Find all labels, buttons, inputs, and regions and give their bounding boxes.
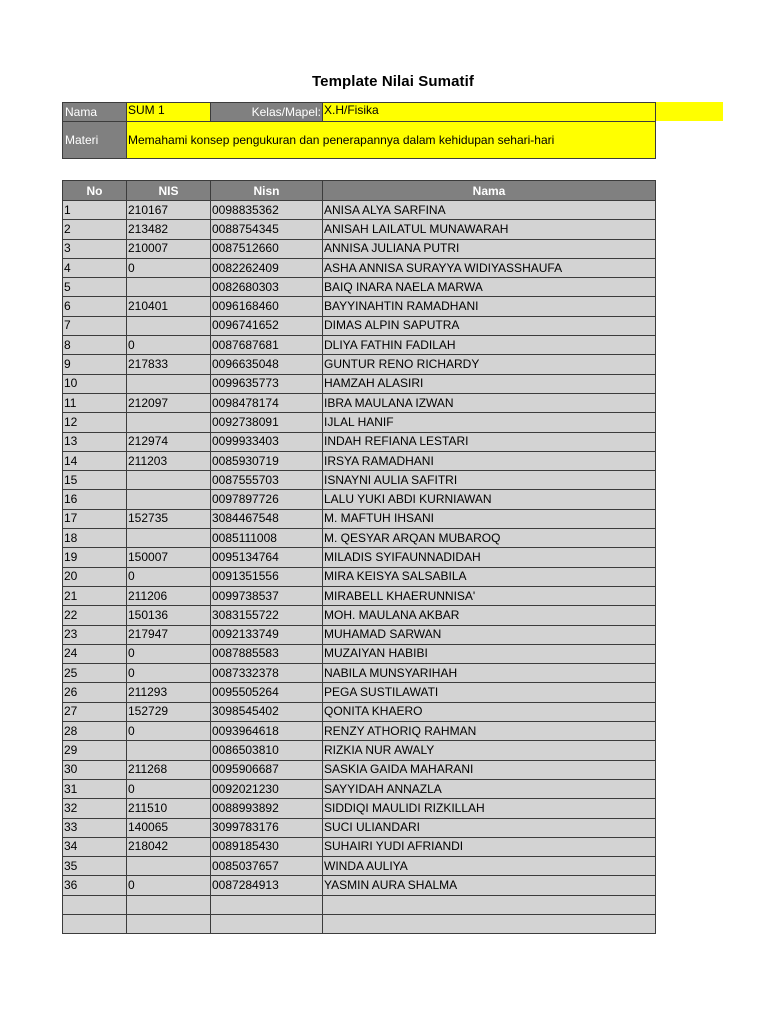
cell-no[interactable]: 15 <box>63 471 127 490</box>
cell-nisn[interactable]: 0087687681 <box>211 336 323 355</box>
cell-nis[interactable] <box>127 914 211 933</box>
cell-no[interactable]: 28 <box>63 722 127 741</box>
cell-nama[interactable]: BAIQ INARA NAELA MARWA <box>323 278 656 297</box>
cell-no[interactable]: 25 <box>63 664 127 683</box>
table-row <box>63 664 656 683</box>
table-row <box>63 432 656 451</box>
cell-nisn[interactable]: 0087332378 <box>211 664 323 683</box>
cell-nama[interactable]: RENZY ATHORIQ RAHMAN <box>323 722 656 741</box>
cell-nama[interactable]: SUCI ULIANDARI <box>323 818 656 837</box>
cell-nisn[interactable]: 0095134764 <box>211 548 323 567</box>
cell-nis[interactable]: 0 <box>127 779 211 798</box>
table-row <box>63 220 656 239</box>
cell-nama[interactable]: ISNAYNI AULIA SAFITRI <box>323 471 656 490</box>
cell-nama[interactable]: WINDA AULIYA <box>323 857 656 876</box>
materi-row <box>63 122 656 159</box>
cell-no[interactable] <box>63 914 127 933</box>
cell-nisn[interactable]: 0087885583 <box>211 644 323 663</box>
table-row <box>63 702 656 721</box>
cell-no[interactable]: 9 <box>63 355 127 374</box>
table-row <box>63 413 656 432</box>
cell-nis[interactable]: 152735 <box>127 509 211 528</box>
cell-nama[interactable]: ASHA ANNISA SURAYYA WIDIYASSHAUFA <box>323 258 656 277</box>
table-row <box>63 606 656 625</box>
cell-nama[interactable]: NABILA MUNSYARIHAH <box>323 664 656 683</box>
cell-nis[interactable]: 211268 <box>127 760 211 779</box>
cell-nama[interactable]: MUZAIYAN HABIBI <box>323 644 656 663</box>
cell-nis[interactable] <box>127 857 211 876</box>
page-title: Template Nilai Sumatif <box>312 73 474 90</box>
cell-nama[interactable]: SAYYIDAH ANNAZLA <box>323 779 656 798</box>
cell-nama[interactable] <box>323 914 656 933</box>
cell-nisn[interactable]: 0087284913 <box>211 876 323 895</box>
cell-nisn[interactable]: 0092021230 <box>211 779 323 798</box>
info-header-table <box>62 102 656 159</box>
cell-no[interactable]: 19 <box>63 548 127 567</box>
cell-no[interactable]: 1 <box>63 201 127 220</box>
cell-nama[interactable]: GUNTUR RENO RICHARDY <box>323 355 656 374</box>
student-table <box>62 180 656 934</box>
cell-nama[interactable]: MOH. MAULANA AKBAR <box>323 606 656 625</box>
cell-no[interactable]: 8 <box>63 336 127 355</box>
cell-nisn[interactable]: 0098478174 <box>211 393 323 412</box>
cell-nama[interactable]: SASKIA GAIDA MAHARANI <box>323 760 656 779</box>
cell-nis[interactable]: 212097 <box>127 393 211 412</box>
cell-nama[interactable]: BAYYINAHTIN RAMADHANI <box>323 297 656 316</box>
cell-nis[interactable] <box>127 278 211 297</box>
cell-nisn[interactable]: 3099783176 <box>211 818 323 837</box>
table-row <box>63 355 656 374</box>
kelas-value-cell[interactable]: X.H/Fisika <box>323 103 656 122</box>
table-row <box>63 683 656 702</box>
table-row <box>63 471 656 490</box>
cell-nama[interactable]: MILADIS SYIFAUNNADIDAH <box>323 548 656 567</box>
cell-nis[interactable]: 212974 <box>127 432 211 451</box>
table-row <box>63 278 656 297</box>
cell-nama[interactable]: SIDDIQI MAULIDI RIZKILLAH <box>323 799 656 818</box>
cell-nama[interactable]: LALU YUKI ABDI KURNIAWAN <box>323 490 656 509</box>
table-row <box>63 818 656 837</box>
table-header-row <box>63 181 656 201</box>
cell-nama[interactable]: INDAH REFIANA LESTARI <box>323 432 656 451</box>
cell-no[interactable]: 16 <box>63 490 127 509</box>
cell-nis[interactable] <box>127 529 211 548</box>
cell-nis[interactable]: 0 <box>127 336 211 355</box>
cell-nama[interactable]: PEGA SUSTILAWATI <box>323 683 656 702</box>
table-row <box>63 201 656 220</box>
cell-nisn[interactable]: 0086503810 <box>211 741 323 760</box>
table-row <box>63 876 656 895</box>
materi-value-cell[interactable]: Memahami konsep pengukuran dan penerapannya dalam kehidupan sehari-hari <box>127 122 656 159</box>
table-row <box>63 393 656 412</box>
cell-no[interactable]: 32 <box>63 799 127 818</box>
cell-no[interactable]: 11 <box>63 393 127 412</box>
cell-nis[interactable] <box>127 413 211 432</box>
table-row <box>63 644 656 663</box>
materi-label: Materi <box>63 122 127 159</box>
cell-no[interactable]: 29 <box>63 741 127 760</box>
column-header-nama[interactable]: Nama <box>323 181 656 201</box>
highlight-extension <box>655 102 723 121</box>
table-row <box>63 509 656 528</box>
table-row <box>63 914 656 933</box>
cell-nis[interactable] <box>127 741 211 760</box>
table-row <box>63 316 656 335</box>
cell-nisn[interactable] <box>211 895 323 914</box>
cell-nis[interactable] <box>127 316 211 335</box>
table-row <box>63 760 656 779</box>
cell-nisn[interactable]: 0096168460 <box>211 297 323 316</box>
cell-no[interactable]: 23 <box>63 625 127 644</box>
cell-nisn[interactable]: 0082262409 <box>211 258 323 277</box>
cell-nis[interactable] <box>127 490 211 509</box>
cell-nis[interactable]: 211510 <box>127 799 211 818</box>
cell-nisn[interactable]: 0085111008 <box>211 529 323 548</box>
nama-value-cell[interactable]: SUM 1 <box>127 103 211 122</box>
table-row <box>63 895 656 914</box>
cell-no[interactable]: 3 <box>63 239 127 258</box>
cell-nisn[interactable]: 0099933403 <box>211 432 323 451</box>
cell-no[interactable]: 12 <box>63 413 127 432</box>
cell-nisn[interactable]: 0096741652 <box>211 316 323 335</box>
cell-nis[interactable] <box>127 471 211 490</box>
cell-nama[interactable]: QONITA KHAERO <box>323 702 656 721</box>
cell-no[interactable]: 4 <box>63 258 127 277</box>
cell-nis[interactable]: 0 <box>127 876 211 895</box>
cell-nis[interactable] <box>127 374 211 393</box>
cell-nis[interactable]: 218042 <box>127 837 211 856</box>
cell-nama[interactable]: DIMAS ALPIN SAPUTRA <box>323 316 656 335</box>
cell-no[interactable]: 27 <box>63 702 127 721</box>
cell-nisn[interactable]: 0092738091 <box>211 413 323 432</box>
table-row <box>63 297 656 316</box>
cell-nama[interactable]: RIZKIA NUR AWALY <box>323 741 656 760</box>
cell-no[interactable]: 20 <box>63 567 127 586</box>
cell-nisn[interactable]: 0096635048 <box>211 355 323 374</box>
cell-nis[interactable]: 0 <box>127 567 211 586</box>
table-row <box>63 741 656 760</box>
cell-nisn[interactable]: 0085037657 <box>211 857 323 876</box>
cell-nama[interactable]: M. MAFTUH IHSANI <box>323 509 656 528</box>
cell-nis[interactable]: 150007 <box>127 548 211 567</box>
cell-nis[interactable]: 217833 <box>127 355 211 374</box>
cell-no[interactable]: 30 <box>63 760 127 779</box>
cell-nis[interactable]: 140065 <box>127 818 211 837</box>
table-row <box>63 857 656 876</box>
cell-nisn[interactable]: 3098545402 <box>211 702 323 721</box>
column-header-no[interactable]: No <box>63 181 127 201</box>
table-row <box>63 625 656 644</box>
cell-nama[interactable]: ANISAH LAILATUL MUNAWARAH <box>323 220 656 239</box>
cell-nama[interactable]: DLIYA FATHIN FADILAH <box>323 336 656 355</box>
cell-nama[interactable]: M. QESYAR ARQAN MUBAROQ <box>323 529 656 548</box>
cell-nis[interactable]: 213482 <box>127 220 211 239</box>
table-row <box>63 837 656 856</box>
cell-no[interactable]: 34 <box>63 837 127 856</box>
cell-no[interactable]: 10 <box>63 374 127 393</box>
cell-no[interactable]: 17 <box>63 509 127 528</box>
cell-no[interactable]: 18 <box>63 529 127 548</box>
cell-nama[interactable]: HAMZAH ALASIRI <box>323 374 656 393</box>
cell-no[interactable]: 21 <box>63 586 127 605</box>
table-row <box>63 239 656 258</box>
cell-nama[interactable] <box>323 895 656 914</box>
cell-nama[interactable]: MIRABELL KHAERUNNISA' <box>323 586 656 605</box>
cell-nisn[interactable]: 0088754345 <box>211 220 323 239</box>
table-row <box>63 722 656 741</box>
cell-nisn[interactable]: 0092133749 <box>211 625 323 644</box>
cell-nisn[interactable]: 0095906687 <box>211 760 323 779</box>
cell-nis[interactable]: 211206 <box>127 586 211 605</box>
cell-no[interactable]: 7 <box>63 316 127 335</box>
cell-no[interactable]: 13 <box>63 432 127 451</box>
table-row <box>63 374 656 393</box>
table-row <box>63 799 656 818</box>
cell-nama[interactable]: ANNISA JULIANA PUTRI <box>323 239 656 258</box>
cell-no[interactable]: 24 <box>63 644 127 663</box>
cell-nisn[interactable]: 0097897726 <box>211 490 323 509</box>
cell-nisn[interactable]: 0091351556 <box>211 567 323 586</box>
cell-nis[interactable]: 0 <box>127 258 211 277</box>
cell-nis[interactable]: 210167 <box>127 201 211 220</box>
nama-row <box>63 103 656 122</box>
cell-no[interactable]: 6 <box>63 297 127 316</box>
cell-nama[interactable]: YASMIN AURA SHALMA <box>323 876 656 895</box>
cell-nis[interactable]: 217947 <box>127 625 211 644</box>
cell-nama[interactable]: SUHAIRI YUDI AFRIANDI <box>323 837 656 856</box>
cell-nisn[interactable]: 0095505264 <box>211 683 323 702</box>
cell-nis[interactable]: 152729 <box>127 702 211 721</box>
cell-nisn[interactable]: 3083155722 <box>211 606 323 625</box>
column-header-nisn[interactable]: Nisn <box>211 181 323 201</box>
cell-nis[interactable]: 0 <box>127 664 211 683</box>
cell-no[interactable]: 31 <box>63 779 127 798</box>
cell-nisn[interactable]: 0093964618 <box>211 722 323 741</box>
table-row <box>63 336 656 355</box>
table-row <box>63 451 656 470</box>
cell-nisn[interactable]: 0085930719 <box>211 451 323 470</box>
cell-no[interactable]: 2 <box>63 220 127 239</box>
cell-nisn[interactable]: 0089185430 <box>211 837 323 856</box>
kelas-label: Kelas/Mapel: <box>211 103 323 122</box>
column-header-nis[interactable]: NIS <box>127 181 211 201</box>
cell-no[interactable]: 36 <box>63 876 127 895</box>
table-row <box>63 567 656 586</box>
cell-nama[interactable]: ANISA ALYA SARFINA <box>323 201 656 220</box>
cell-nisn[interactable]: 0082680303 <box>211 278 323 297</box>
cell-nisn[interactable]: 0098835362 <box>211 201 323 220</box>
cell-nis[interactable]: 210401 <box>127 297 211 316</box>
cell-nisn[interactable]: 3084467548 <box>211 509 323 528</box>
cell-nama[interactable]: IBRA MAULANA IZWAN <box>323 393 656 412</box>
cell-nisn[interactable] <box>211 914 323 933</box>
cell-nis[interactable]: 0 <box>127 722 211 741</box>
table-row <box>63 529 656 548</box>
cell-nama[interactable]: IJLAL HANIF <box>323 413 656 432</box>
cell-nisn[interactable]: 0087512660 <box>211 239 323 258</box>
cell-nama[interactable]: IRSYA RAMADHANI <box>323 451 656 470</box>
cell-nis[interactable]: 210007 <box>127 239 211 258</box>
table-row <box>63 779 656 798</box>
table-row <box>63 548 656 567</box>
cell-nis[interactable]: 150136 <box>127 606 211 625</box>
cell-nis[interactable]: 0 <box>127 644 211 663</box>
cell-nisn[interactable]: 0099635773 <box>211 374 323 393</box>
cell-nisn[interactable]: 0099738537 <box>211 586 323 605</box>
cell-no[interactable]: 33 <box>63 818 127 837</box>
cell-no[interactable]: 14 <box>63 451 127 470</box>
table-row <box>63 258 656 277</box>
cell-no[interactable]: 22 <box>63 606 127 625</box>
cell-nis[interactable] <box>127 895 211 914</box>
cell-no[interactable]: 26 <box>63 683 127 702</box>
cell-no[interactable] <box>63 895 127 914</box>
cell-nis[interactable]: 211293 <box>127 683 211 702</box>
cell-no[interactable]: 35 <box>63 857 127 876</box>
cell-nisn[interactable]: 0087555703 <box>211 471 323 490</box>
cell-nama[interactable]: MUHAMAD SARWAN <box>323 625 656 644</box>
cell-nis[interactable]: 211203 <box>127 451 211 470</box>
table-row <box>63 586 656 605</box>
cell-no[interactable]: 5 <box>63 278 127 297</box>
cell-nama[interactable]: MIRA KEISYA SALSABILA <box>323 567 656 586</box>
nama-label: Nama <box>63 103 127 122</box>
cell-nisn[interactable]: 0088993892 <box>211 799 323 818</box>
table-row <box>63 490 656 509</box>
